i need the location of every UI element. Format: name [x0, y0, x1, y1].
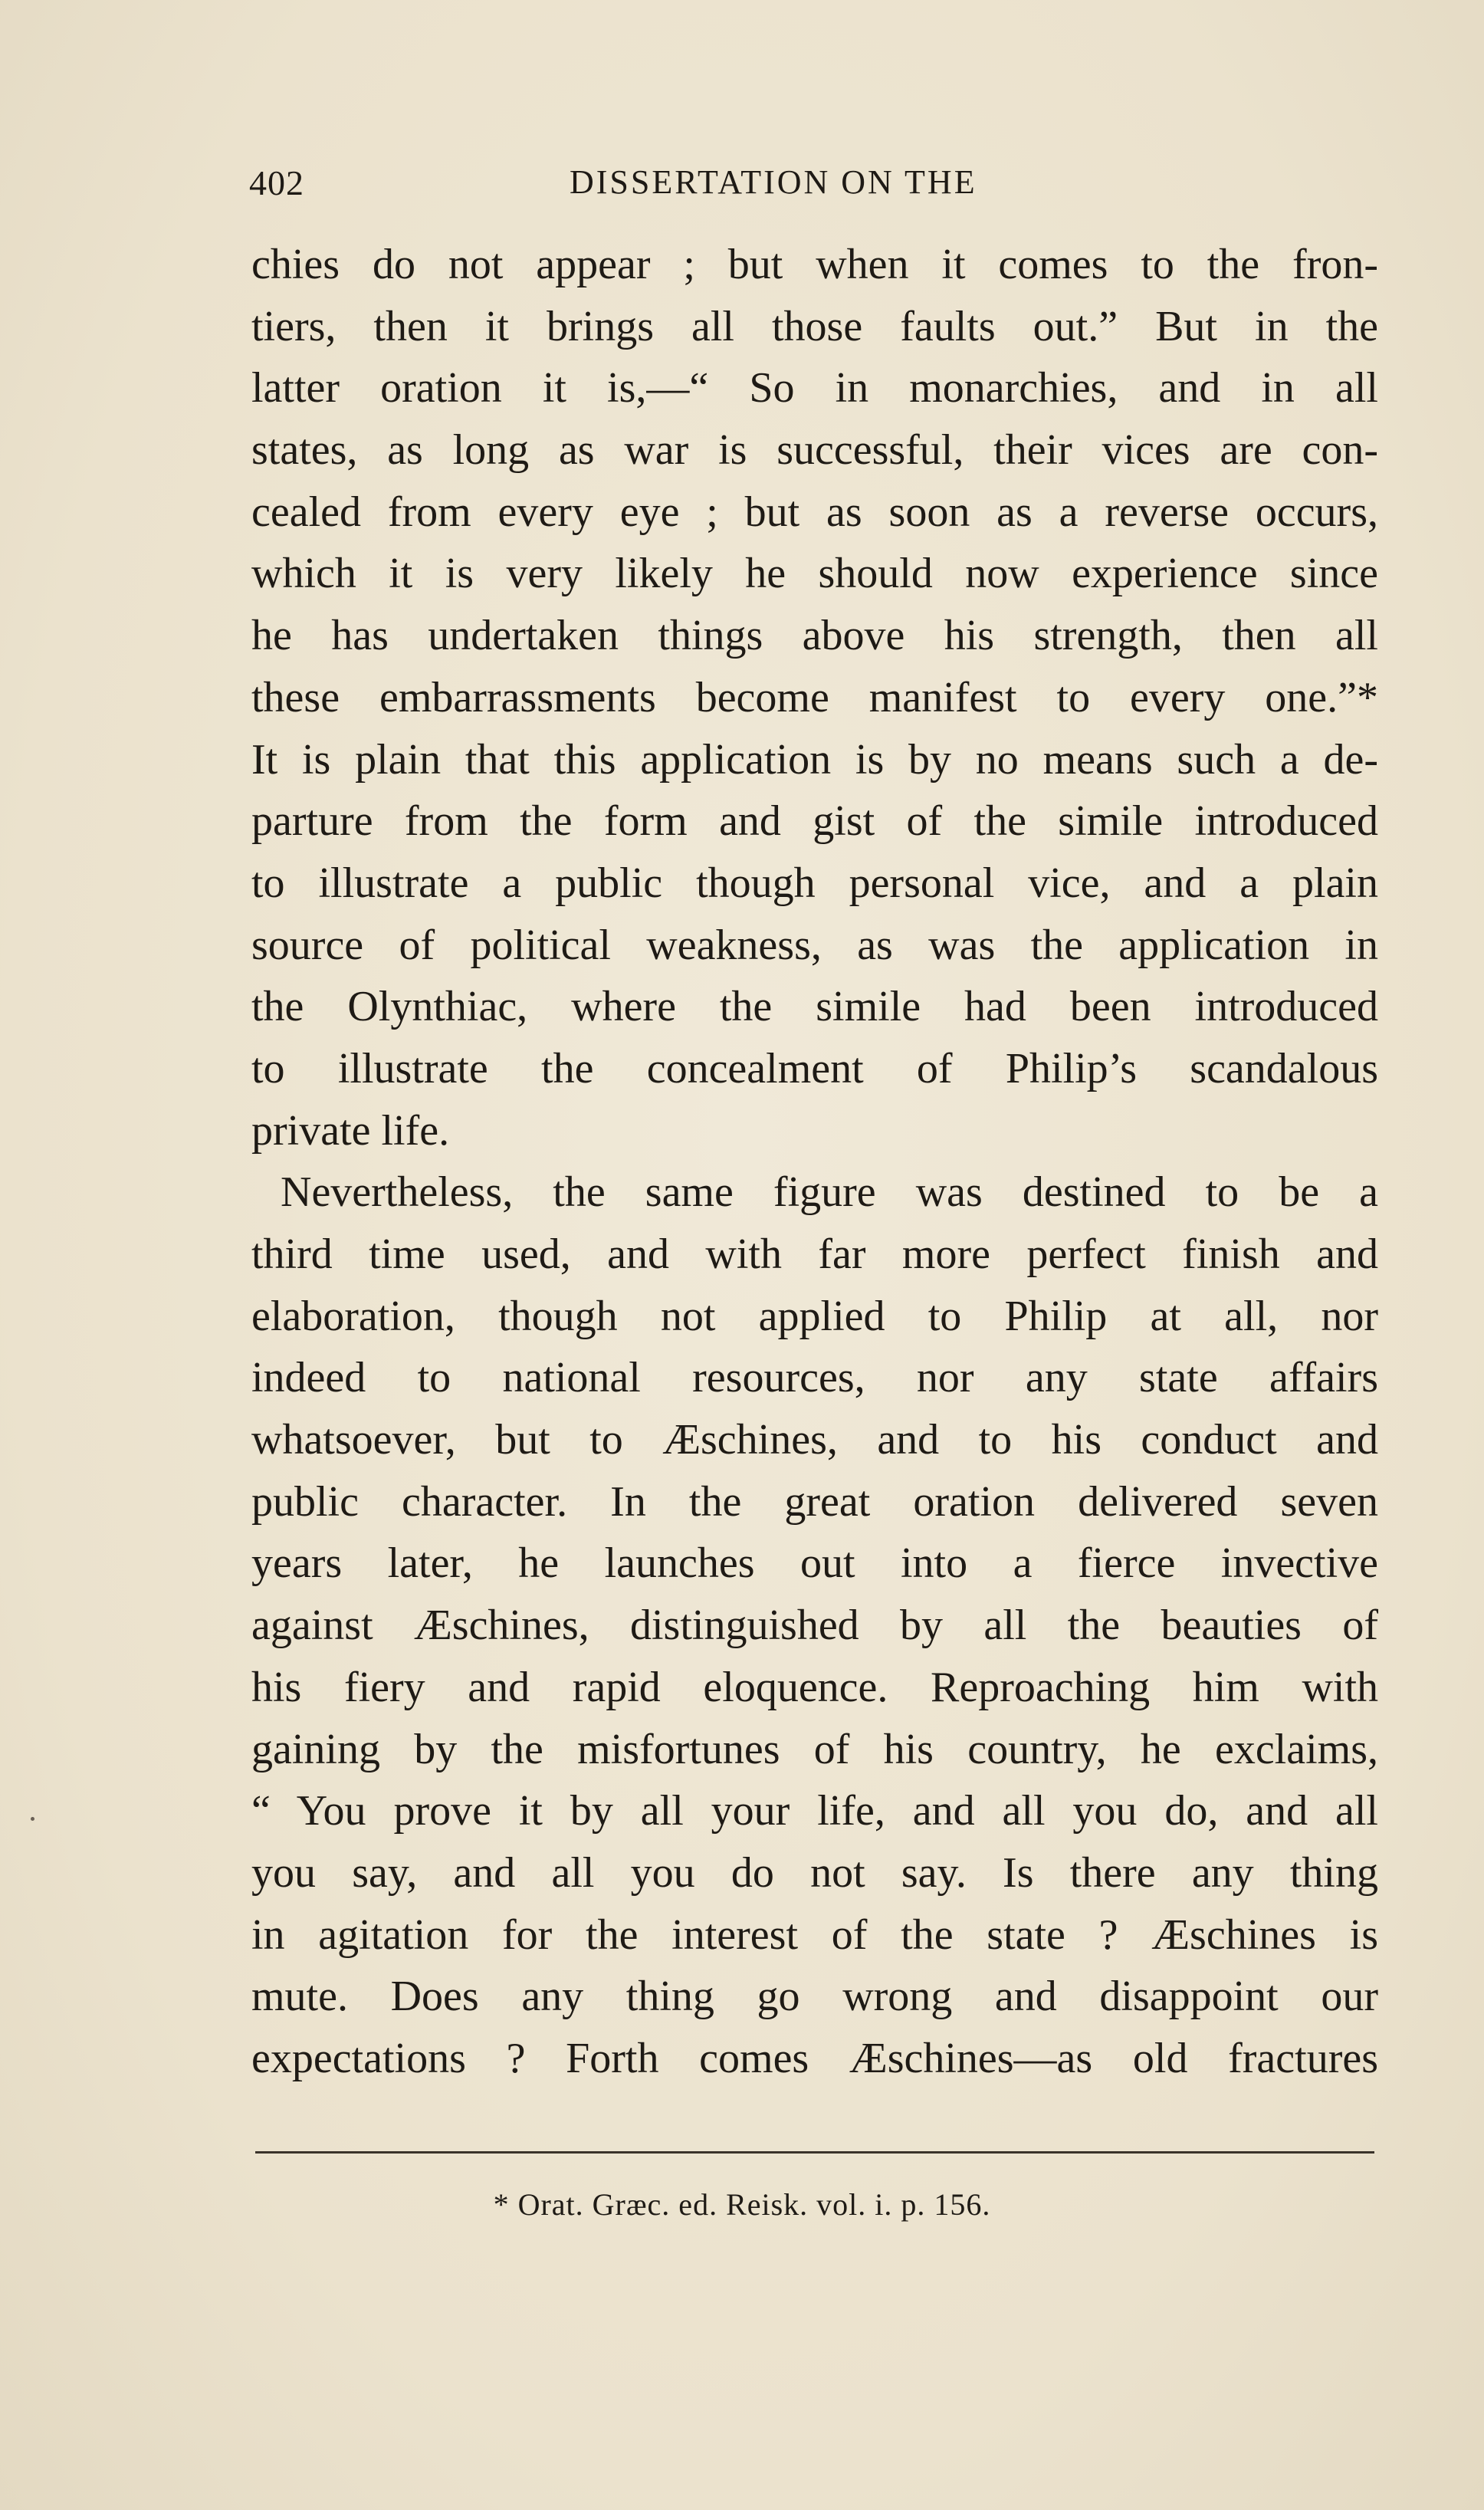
text-line: you say, and all you do not say. Is there any thing: [251, 1848, 1378, 1897]
text-line: his fiery and rapid eloquence. Reproaching him with: [251, 1663, 1378, 1711]
text-line: elaboration, though not applied to Philip at all, nor: [251, 1292, 1378, 1340]
paragraph-first-line: Nevertheless, the same figure was destined to be a: [281, 1168, 1378, 1217]
text-line: in agitation for the interest of the state ? Æschines is: [251, 1910, 1378, 1959]
text-line: parture from the form and gist of the simile introduced: [251, 797, 1378, 846]
page-number: 402: [249, 163, 304, 202]
text-line: to illustrate the concealment of Philip’s scandalous: [251, 1044, 1378, 1092]
text-line: source of political weakness, as was the application in: [251, 921, 1378, 969]
page-header: [249, 163, 1066, 209]
text-line: he has undertaken things above his strength, then all: [251, 612, 1378, 660]
text-line: latter oration it is,—“ So in monarchies, and in all: [251, 364, 1378, 412]
text-line: whatsoever, but to Æschines, and to his conduct and: [251, 1416, 1378, 1464]
footnote-rule: [255, 2151, 1374, 2154]
text-line: It is plain that this application is by no means such a de-: [251, 735, 1378, 784]
text-line: states, as long as war is successful, their vices are con-: [251, 426, 1378, 475]
text-line: to illustrate a public though personal vice, and a plain: [251, 859, 1378, 907]
text-line: “ You prove it by all your life, and all you do, and all: [251, 1787, 1378, 1835]
text-line: against Æschines, distinguished by all the beauties of: [251, 1602, 1378, 1650]
text-line: third time used, and with far more perfect finish and: [251, 1230, 1378, 1278]
text-line: years later, he launches out into a fierce invective: [251, 1539, 1378, 1588]
text-line: the Olynthiac, where the simile had been introduced: [251, 983, 1378, 1031]
text-line: which it is very likely he should now experience since: [251, 550, 1378, 598]
text-line: chies do not appear ; but when it comes to the fron-: [251, 241, 1378, 288]
paragraph-last-line: private life.: [251, 1106, 450, 1155]
text-line: tiers, then it brings all those faults out.” But in the: [251, 302, 1378, 350]
text-line: indeed to national resources, nor any state affairs: [251, 1354, 1378, 1402]
text-line: public character. In the great oration delivered seven: [251, 1477, 1378, 1526]
text-line: mute. Does any thing go wrong and disappoint our: [251, 1973, 1378, 2021]
text-line: cealed from every eye ; but as soon as a reverse occurs,: [251, 488, 1378, 536]
text-line: expectations ? Forth comes Æschines—as old fractures: [251, 2034, 1378, 2082]
body-text: [251, 234, 1378, 2090]
text-line: gaining by the misfortunes of his country, he exclaims,: [251, 1725, 1378, 1773]
running-head: DISSERTATION ON THE: [570, 163, 977, 201]
paper-speck: [31, 1817, 34, 1821]
footnote: * Orat. Græc. ed. Reisk. vol. i. p. 156.: [493, 2187, 991, 2222]
text-line: these embarrassments become manifest to every one.”*: [251, 673, 1378, 721]
